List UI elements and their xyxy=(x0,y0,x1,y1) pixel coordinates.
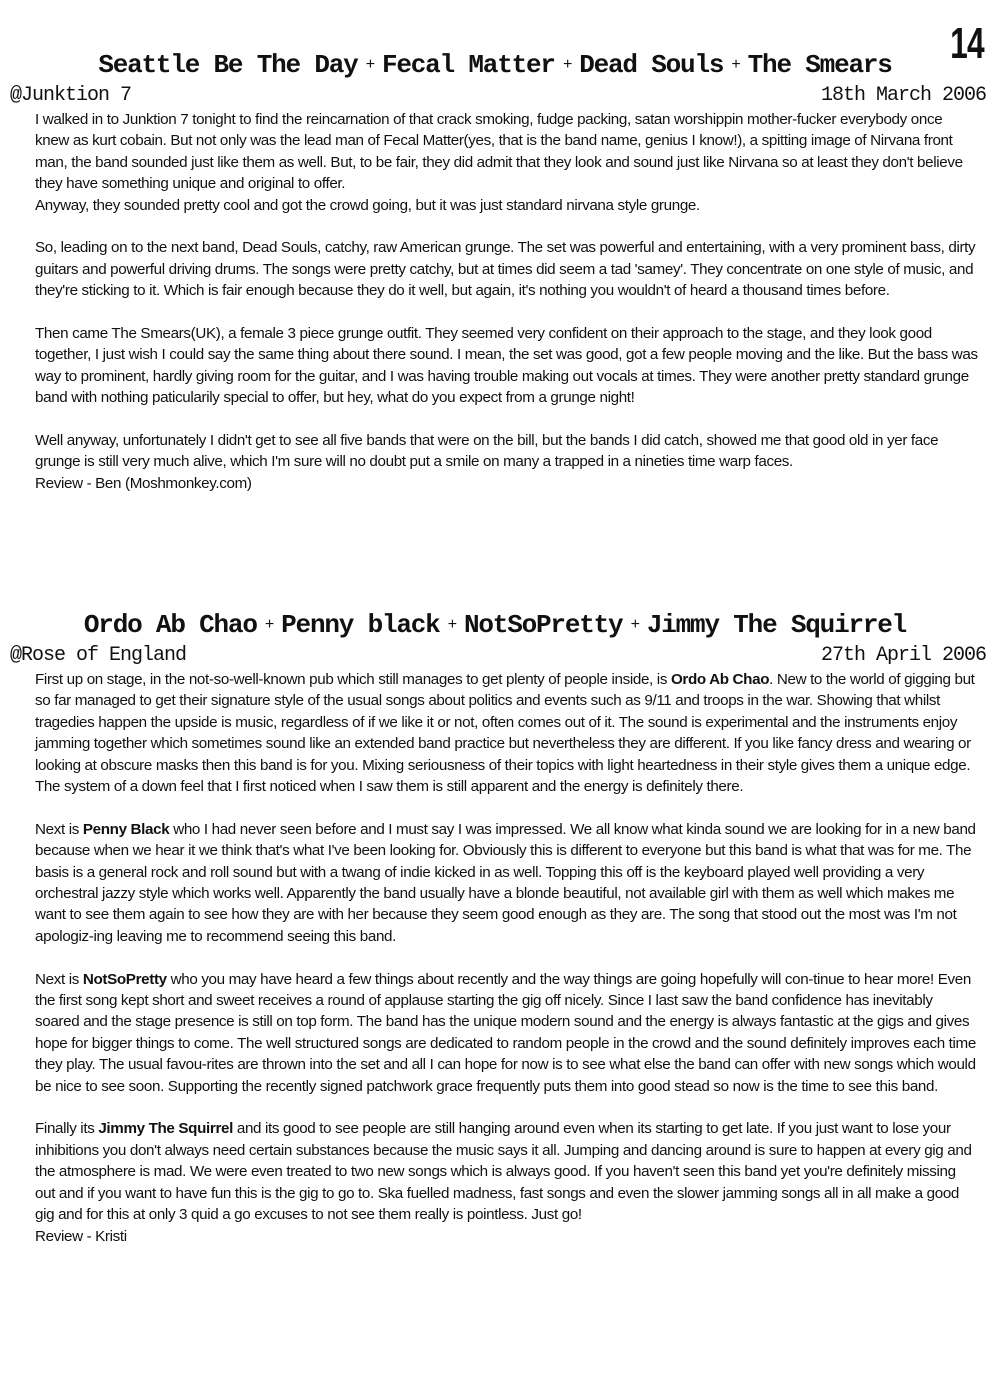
band-name: Dead Souls xyxy=(579,50,724,80)
review-credit: Review - Kristi xyxy=(35,1227,127,1245)
band-name: Fecal Matter xyxy=(381,50,555,80)
text: Finally its xyxy=(35,1120,99,1138)
paragraph xyxy=(35,819,978,947)
band-highlight: NotSoPretty xyxy=(82,970,167,988)
text: and its good to see people are still hanging around even when its starting to get late. If you just want to lose your inhibitions you don't always need certain substances because the music says it all. Jumping and dancing around is sure to happen at every gig and the atmosphere is mad. We were even treated to two new songs which is always good. If you haven't seen this band yet you're definitely missing out and if you want to have fun this is the gig to go to. Ska fuelled madness, fast songs and even the slower jamming songs all in all make a good gig and for this at only 3 quid a go excuses to not see them really is pointless. Just go! xyxy=(35,1120,972,1224)
paragraph xyxy=(35,969,978,1097)
review-body xyxy=(0,669,990,1247)
paragraph xyxy=(35,669,978,797)
separator: + xyxy=(447,616,456,634)
separator: + xyxy=(731,56,740,74)
gig-title xyxy=(0,50,990,83)
venue: @Junktion 7 xyxy=(10,84,132,107)
paragraph: I walked in to Junktion 7 tonight to find the reincarnation of that crack smoking, fudge packing, satan worshippin mother-fucker everybody once knew as kurt cobain. But not only was the lead man of Fecal Matter(yes, that is the band name, genius I know!), a spitting image of Nirvana front man, the band sounded just like them as well. But, to be fair, they did admit that they look and sound just like Nirvana so at least they don't believe they have something unique and original to offer. xyxy=(35,111,963,193)
gig-meta xyxy=(0,83,990,109)
review-junktion-7 xyxy=(0,50,990,494)
text: who I had never seen before and I must say I was impressed. We all know what kinda sound we are looking for in a new band because when we hear it we think that's what I've been looking for. Obviously this is different to everyone but this band is what that was for me. The basis is a general rock and roll sound but with a twang of indie kicked in as well. Topping this off is the keyboard played well providing a very orchestral jazzy style which works well. Apparently the band usually have a blonde beautiful, not available girl with them as well which makes me want to see them again to see how they are with her because they seem good enough as they are. The song that stood out the most was I'm not apologiz-ing leaving me to recommend seeing this band. xyxy=(35,820,976,945)
band-name: Penny black xyxy=(281,610,440,640)
review-rose-of-england xyxy=(0,610,990,1247)
band-name: Seattle Be The Day xyxy=(98,50,358,80)
separator: + xyxy=(562,56,572,74)
paragraph: So, leading on to the next band, Dead Souls, catchy, raw American grunge. The set was powerful and entertaining, with a very prominent bass, dirty guitars and powerful driving drums. The songs were pretty catchy, but at times did seem a tad 'samey'. They concentrate on one style of music, and they're sticking to it. Which is fair enough because they do it well, but again, it's nothing you wouldn't of heard a thousand times before. xyxy=(35,239,976,300)
band-highlight: Penny Black xyxy=(82,820,170,838)
venue: @Rose of England xyxy=(10,644,187,667)
separator: + xyxy=(264,616,274,634)
paragraph: Anyway, they sounded pretty cool and got the crowd going, but it was just standard nirvana style grunge. xyxy=(35,196,700,214)
paragraph: Well anyway, unfortunately I didn't get to see all five bands that were on the bill, but the bands I did catch, showed me that good old in yer face grunge is still very much alive, which I'm sure will no doubt put a smile on many a trapped in a nineties time warp faces. xyxy=(35,432,939,471)
gig-meta xyxy=(0,643,990,669)
band-name: NotSoPretty xyxy=(464,610,623,640)
gig-date: 27th April 2006 xyxy=(820,644,986,667)
text: . New to the world of gigging but so far managed to get their signature style of the usual songs about politics and events such as 9/11 and troops in the war. Showing that whilst tragedies happen the upside is music, regardless of if we like it or not, often comes out of it. The sound is experimental and the instruments enjoy jamming together which sometimes sound like an extended band practice but nevertheless they are different. If you like fancy dress and wearing or looking at obscure masks then this band is for you. Mixing seriousness of their topics with light heartedness in their style gives them a unique edge. The system of a down feel that I first noticed when I saw them is still apparent and the energy is definitely there. xyxy=(35,671,975,796)
band-name: The Smears xyxy=(747,50,892,80)
review-body xyxy=(0,109,990,494)
text: who you may have heard a few things about recently and the way things are going hopefully will con-tinue to hear more! Even the first song kept short and sweet receives a round of applause starting the gig off nicely. Since I last saw the band confidence has inevitably soared and the stage presence is still on top form. The band has the unique modern sound and the energy is always fantastic at the gigs and gives hope for bigger things to come. The well structured songs are dedicated to random people in the crowd and the sound definitely improves each time they play. The usual favou-rites are thrown into the set and all I can hope for now is to see what else the band can offer with new songs which would be nice to see soon. Supporting the recently signed patchwork grace frequently puts them into good stead so now is the time to see this band. xyxy=(35,970,976,1095)
paragraph: Then came The Smears(UK), a female 3 piece grunge outfit. They seemed very confident on their approach to the stage, and they look good together, I just wish I could say the same thing about there sound. I mean, the set was good, got a few people moving and the like. But the bass was way to prominent, hardly giving room for the guitar, and I was having trouble making out vocals at times. They were another pretty standard grunge band with nothing paticularily special to offer, but hey, what do you expect from a grunge night! xyxy=(35,325,978,407)
text: Next is xyxy=(35,820,83,838)
text: First up on stage, in the not-so-well-known pub which still manages to get plenty of people inside, is xyxy=(35,671,671,688)
gig-title xyxy=(0,610,990,643)
review-credit: Review - Ben (Moshmonkey.com) xyxy=(35,474,252,492)
paragraph xyxy=(35,1118,978,1225)
separator: + xyxy=(630,616,639,634)
text: Next is xyxy=(35,970,83,988)
gig-date: 18th March 2006 xyxy=(820,84,986,107)
page-number: 14 xyxy=(950,19,984,68)
separator: + xyxy=(365,56,374,74)
band-highlight: Ordo Ab Chao xyxy=(670,671,770,688)
band-name: Ordo Ab Chao xyxy=(83,610,257,640)
band-name: Jimmy The Squirrel xyxy=(646,610,907,640)
band-highlight: Jimmy The Squirrel xyxy=(98,1120,233,1138)
